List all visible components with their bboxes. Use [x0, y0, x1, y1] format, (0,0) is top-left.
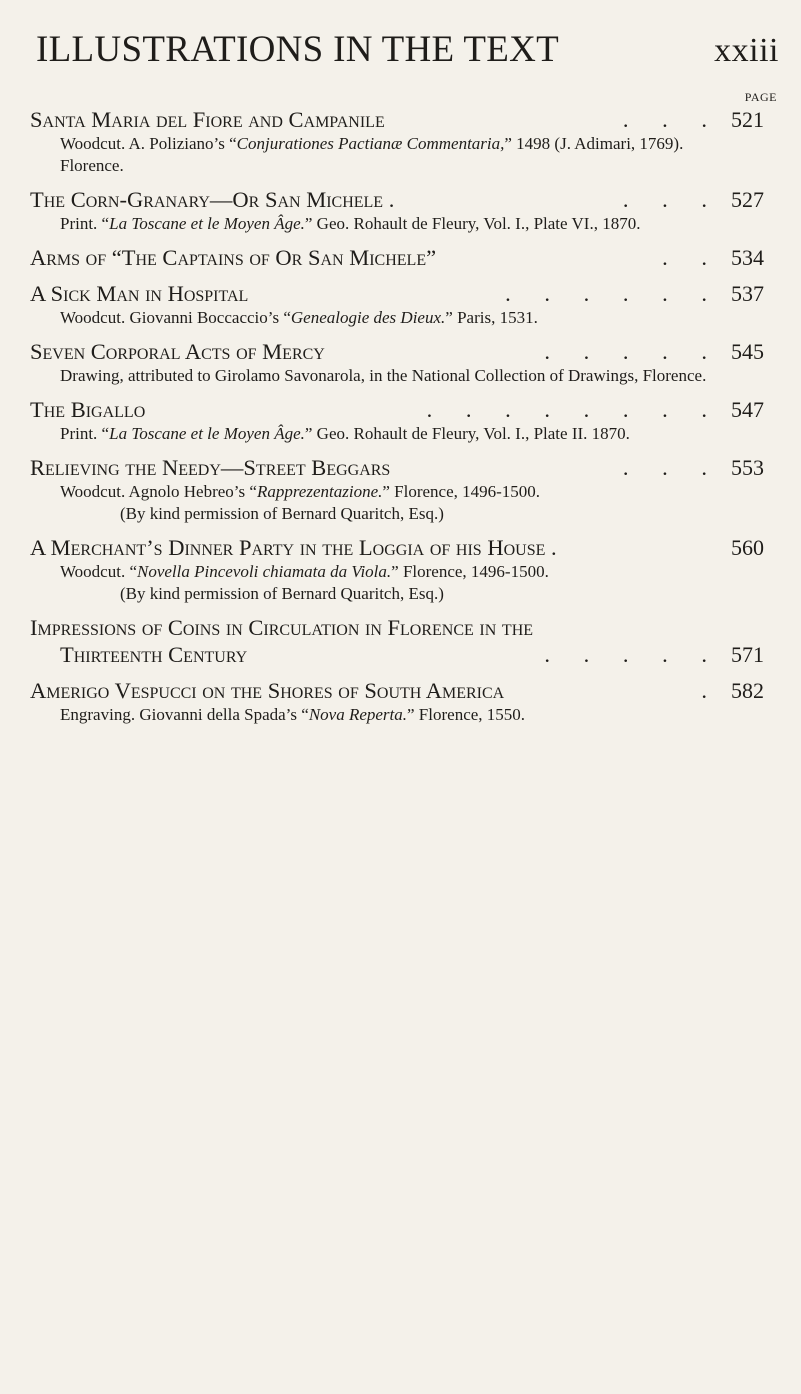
dot-leader: . .	[662, 245, 721, 270]
entry-title-row	[30, 280, 777, 307]
entry-title-row	[30, 186, 777, 213]
entry-description: Woodcut. Agnolo Hebreo’s “Rapprezentazione.” Florence, 1496-1500.	[60, 482, 541, 501]
entry-page: 527	[731, 187, 764, 212]
list-entry	[30, 396, 777, 445]
entry-description: Print. “La Toscane et le Moyen Âge.” Geo. Rohault de Fleury, Vol. I., Plate VI., 1870.	[60, 214, 641, 233]
dot-leader: . . . . . .	[505, 281, 721, 306]
entry-title: The Corn-Granary—Or San Michele .	[30, 187, 395, 212]
entry-description: Drawing, attributed to Girolamo Savonarola, in the National Collection of Drawings, Florence.	[60, 366, 707, 385]
dot-leader: . . .	[622, 187, 721, 212]
entry-title-line-1: Impressions of Coins in Circulation in Florence in the	[30, 615, 534, 640]
entry-page: 582	[731, 678, 764, 703]
entry-title-line-2: Thirteenth Century	[60, 642, 248, 667]
entry-page: 521	[731, 107, 764, 132]
entry-title: Amerigo Vespucci on the Shores of South America	[30, 678, 505, 703]
entry-page: 560	[731, 535, 764, 560]
running-header	[36, 28, 779, 71]
entry-title: Seven Corporal Acts of Mercy	[30, 339, 325, 364]
page-number: xxiii	[714, 32, 779, 69]
entry-title-row	[30, 614, 777, 641]
list-entry	[30, 244, 777, 271]
entry-page: 553	[731, 455, 764, 480]
running-title: ILLUSTRATIONS IN THE TEXT	[36, 29, 560, 70]
list-entry	[30, 338, 777, 387]
list-entry	[30, 534, 777, 605]
entry-page: 547	[731, 397, 764, 422]
dot-leader: .	[701, 678, 721, 703]
entry-description: Woodcut. Giovanni Boccaccio’s “Genealogie des Dieux.” Paris, 1531.	[60, 308, 538, 327]
entry-title: Arms of “The Captains of Or San Michele”	[30, 245, 437, 270]
entry-title-row	[30, 396, 777, 423]
dot-leader: . . . . . . . .	[426, 397, 721, 422]
entry-title: A Merchant’s Dinner Party in the Loggia of his House .	[30, 535, 557, 560]
entry-page: 537	[731, 281, 764, 306]
dot-leader: . . . . .	[544, 642, 721, 667]
entry-title-row	[30, 106, 777, 133]
entry-title-row	[30, 454, 777, 481]
entry-description: Print. “La Toscane et le Moyen Âge.” Geo. Rohault de Fleury, Vol. I., Plate II. 1870.	[60, 424, 630, 443]
entry-page: 545	[731, 339, 764, 364]
entry-description: Woodcut. A. Poliziano’s “Conjurationes Pactianæ Commentaria,” 1498 (J. Adimari, 1769). Florence.	[60, 134, 684, 175]
page-column-label: PAGE	[744, 90, 777, 104]
entry-title-row	[30, 641, 777, 668]
entry-description: Woodcut. “Novella Pincevoli chiamata da Viola.” Florence, 1496-1500.	[60, 562, 549, 581]
dot-leader: . . .	[622, 107, 721, 132]
entry-title: The Bigallo	[30, 397, 146, 422]
list-entry	[30, 454, 777, 525]
permission-note: (By kind permission of Bernard Quaritch, Esq.)	[120, 584, 444, 603]
entry-title: A Sick Man in Hospital	[30, 281, 249, 306]
entry-title-row	[30, 534, 777, 561]
entry-page: 571	[731, 642, 764, 667]
list-entry	[30, 677, 777, 726]
entry-title-row	[30, 338, 777, 365]
list-entry	[30, 106, 777, 177]
entry-title-row	[30, 244, 777, 271]
entry-page: 534	[731, 245, 764, 270]
list-entry	[30, 186, 777, 235]
list-entry	[30, 280, 777, 329]
entry-description: Engraving. Giovanni della Spada’s “Nova Reperta.” Florence, 1550.	[60, 705, 526, 724]
permission-note: (By kind permission of Bernard Quaritch, Esq.)	[120, 504, 444, 523]
dot-leader: . . . . .	[544, 339, 721, 364]
entry-title: Relieving the Needy—Street Beggars	[30, 455, 391, 480]
entry-title: Santa Maria del Fiore and Campanile	[30, 107, 385, 132]
illustration-list	[30, 106, 777, 735]
dot-leader: . . .	[622, 455, 721, 480]
entry-title-row	[30, 677, 777, 704]
list-entry	[30, 614, 777, 668]
